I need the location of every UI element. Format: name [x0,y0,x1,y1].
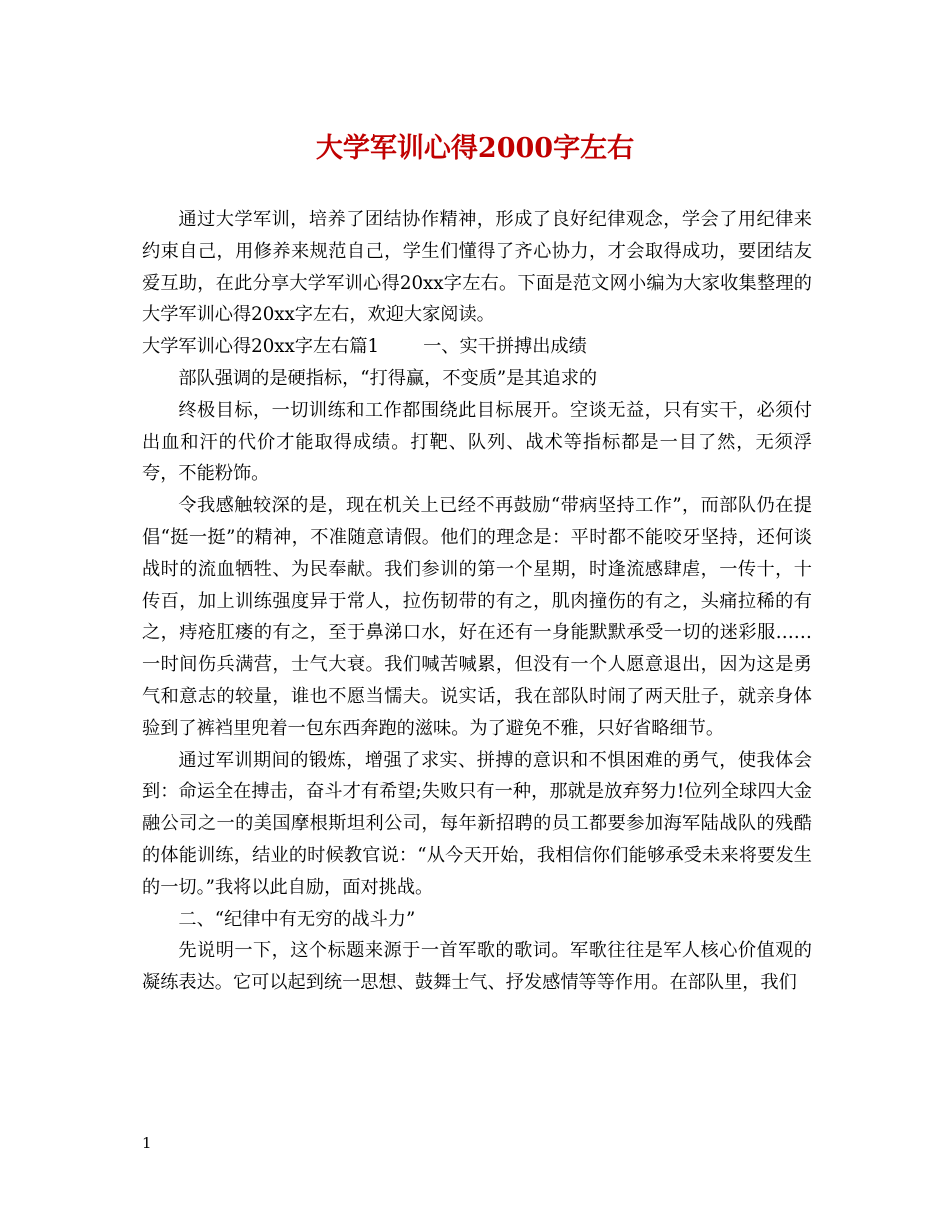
body-paragraph: 令我感触较深的是，现在机关上已经不再鼓励“带病坚持工作”，而部队仍在提倡“挺一挺”的精神，不准随意请假。他们的理念是：平时都不能咬牙坚持，还何谈战时的流血牺牲、为民奉献。我们参训的第一个星期，时逢流感肆虐，一传十，十传百，加上训练强度异于常人，拉伤韧带的有之，肌肉撞伤的有之，头痛拉稀的有之，痔疮肛瘘的有之，至于鼻涕口水，好在还有一身能默默承受一切的迷彩服……一时间伤兵满营，士气大衰。我们喊苦喊累，但没有一个人愿意退出，因为这是勇气和意志的较量，谁也不愿当懦夫。说实话，我在部队时闹了两天肚子，就亲身体验到了裤裆里兜着一包东西奔跑的滋味。为了避免不雅，只好省略细节。 [142,495,812,739]
intro-paragraph: 通过大学军训，培养了团结协作精神，形成了良好纪律观念，学会了用纪律来约束自己，用修养来规范自己，学生们懂得了齐心协力，才会取得成功，要团结友爱互助，在此分享大学军训心得20xx字左右。下面是范文网小编为大家收集整理的大学军训心得20xx字左右，欢迎大家阅读。 [142,209,812,326]
document-title: 大学军训心得2000字左右 [315,133,635,164]
body-paragraph: 先说明一下，这个标题来源于一首军歌的歌词。军歌往往是军人核心价值观的凝练表达。它可以起到统一思想、鼓舞士气、抒发感情等等作用。在部队里，我们 [142,940,812,994]
section-one-heading: 一、实干拼搏出成绩 [423,336,587,358]
document-body [142,204,812,999]
section-heading-line [142,331,812,363]
body-paragraph: 终极目标，一切训练和工作都围绕此目标展开。空谈无益，只有实干，必须付出血和汗的代价才能取得成绩。打靶、队列、战术等指标都是一目了然，无须浮夸，不能粉饰。 [142,399,812,485]
body-paragraph: 部队强调的是硬指标，“打得赢，不变质”是其追求的 [178,367,598,389]
page-number: 1 [142,1134,152,1152]
chapter-label: 大学军训心得20xx字左右篇1 [142,336,380,358]
section-two-heading: 二、“纪律中有无穷的战斗力” [178,908,416,930]
body-paragraph: 通过军训期间的锻炼，增强了求实、拼搏的意识和不惧困难的勇气，使我体会到：命运全在搏击，奋斗才有希望;失败只有一种，那就是放弃努力!位列全球四大金融公司之一的美国摩根斯坦利公司，每年新招聘的员工都要参加海军陆战队的残酷的体能训练，结业的时候教官说：“从今天开始，我相信你们能够承受未来将要发生的一切。”我将以此自励，面对挑战。 [142,749,812,898]
